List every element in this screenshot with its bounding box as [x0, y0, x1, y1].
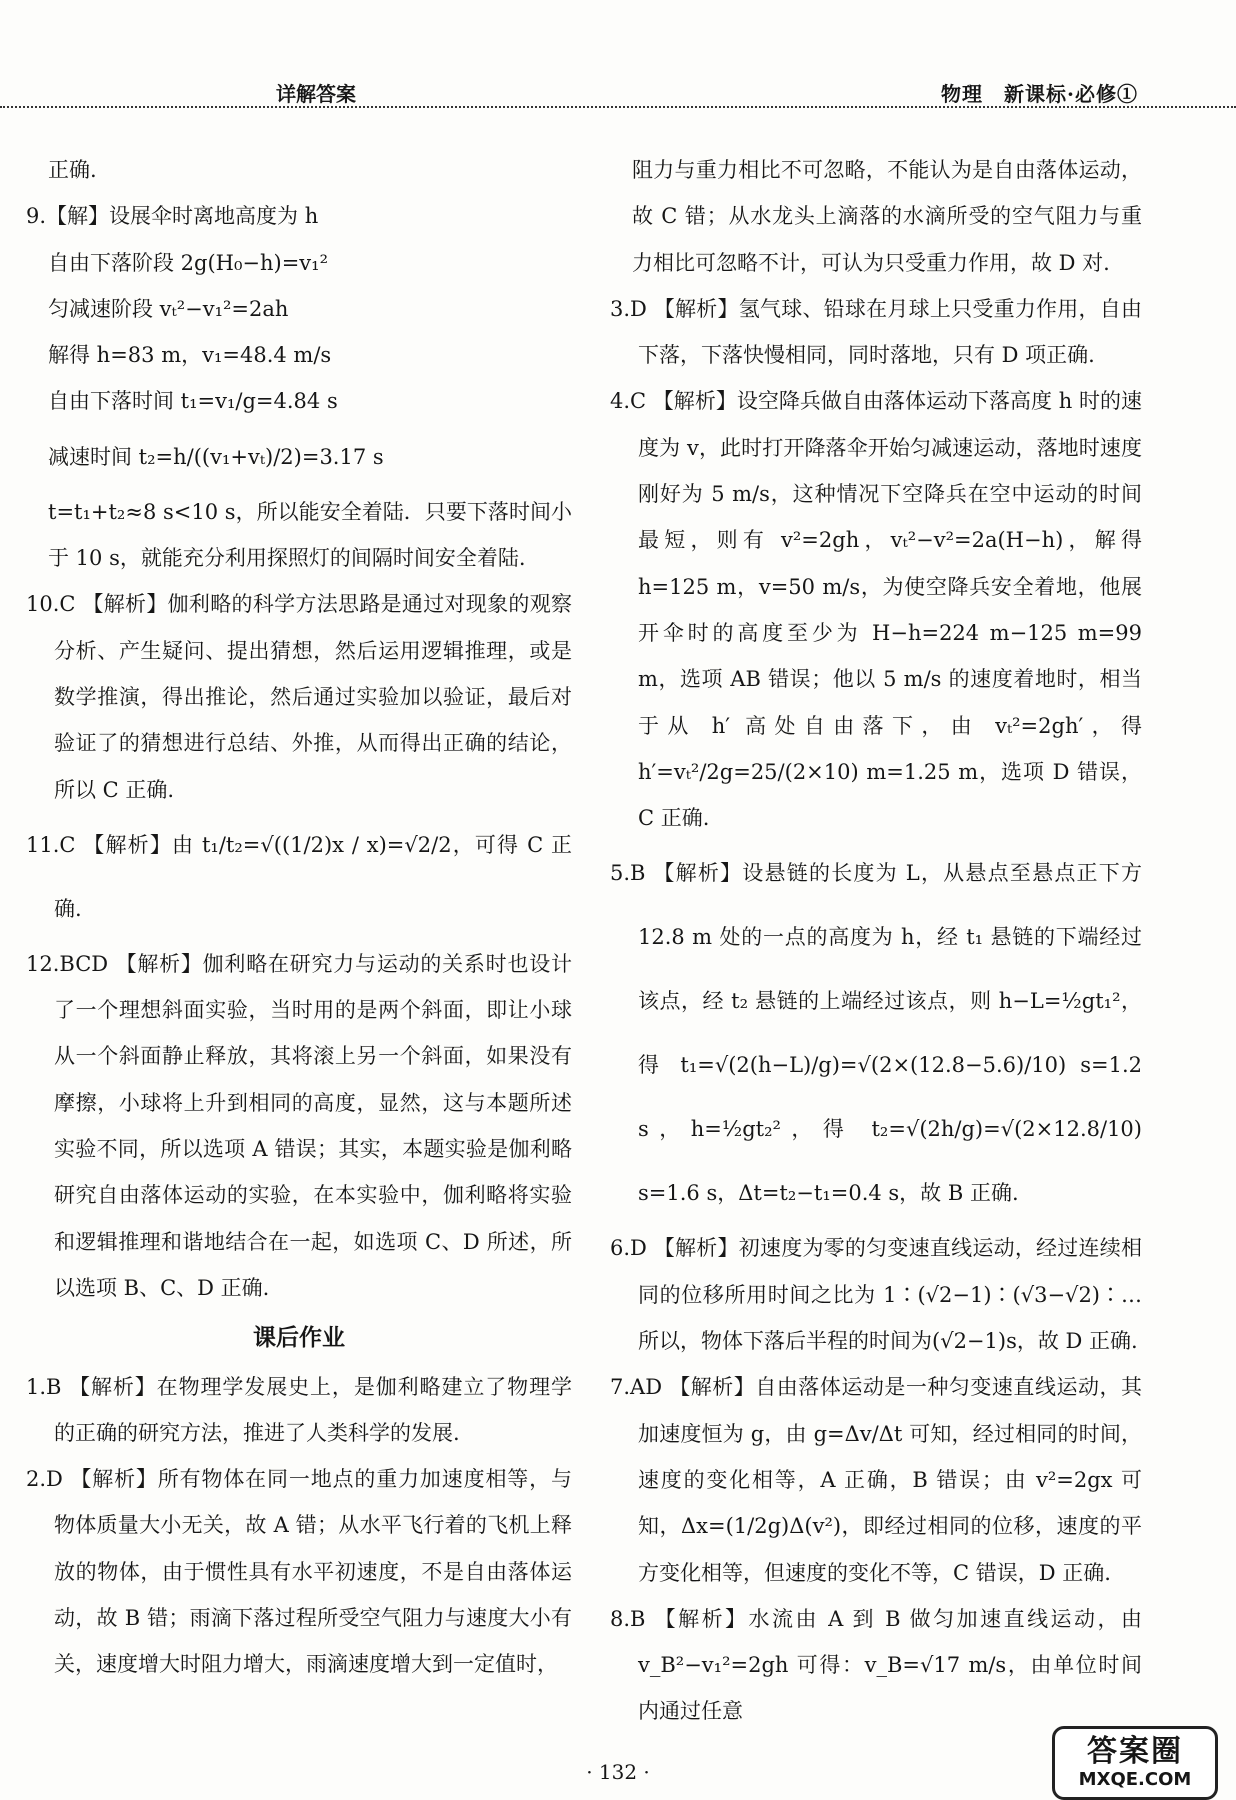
homework-answer-6: 6.D 【解析】初速度为零的匀变速直线运动，经过连续相同的位移所用时间之比为 1∶(√2−1)∶(√3−√2)∶…所以，物体下落后半程的时间为(√2−1)s，故 D 正确.: [610, 1236, 1142, 1354]
homework-answer-5: 5.B 【解析】设悬链的长度为 L，从悬点至悬点正下方 12.8 m 处的一点的高度为 h，经 t₁ 悬链的下端经过该点，经 t₂ 悬链的上端经过该点，则 h−L=½gt₁²，得 t₁=√(2(h−L)/g)=√(2×(12.8−5.6)/10) s=1.2 s，h=½gt₂²，得 t₂=√(2h/g)=√(2×12.8/10) s=1.6 s，Δt=t₂−t₁=0.4 s，故 B 正确.: [610, 861, 1142, 1206]
answer-9-time-free-fall: 自由下落时间 t₁=v₁/g=4.84 s: [48, 389, 338, 414]
answer-10: 10.C 【解析】伽利略的科学方法思路是通过对现象的观察分析、产生疑问、提出猜想，然后运用逻辑推理，或是数学推演，得出推论，然后通过实验加以验证，最后对验证了的猜想进行总结、外推，从而得出正确的结论，所以 C 正确.: [26, 592, 572, 802]
homework-answer-7: 7.AD 【解析】自由落体运动是一种匀变速直线运动，其加速度恒为 g，由 g=Δv/Δt 可知，经过相同的时间，速度的变化相等，A 正确，B 错误；由 v²=2gx 可知，Δx=(1/2g)Δ(v²)，即经过相同的位移，速度的平方变化相等，但速度的变化不等，C 错误，D 正确.: [610, 1375, 1142, 1585]
page-number: · 132 ·: [586, 1760, 650, 1784]
answer-12: 12.BCD 【解析】伽利略在研究力与运动的关系时也设计了一个理想斜面实验，当时用的是两个斜面，即让小球从一个斜面静止释放，其将滚上另一个斜面，如果没有摩擦，小球将上升到相同的高度，显然，这与本题所述实验不同，所以选项 A 错误；其实，本题实验是伽利略研究自由落体运动的实验，在本实验中，伽利略将实验和逻辑推理和谐地结合在一起，如选项 C、D 所述，所以选项 B、C、D 正确.: [26, 951, 572, 1300]
homework-answer-4: 4.C 【解析】设空降兵做自由落体运动下落高度 h 时的速度为 v，此时打开降落伞开始匀减速运动，落地时速度刚好为 5 m/s，这种情况下空降兵在空中运动的时间最短，则有 v²=2gh，vₜ²−v²=2a(H−h)，解得 h=125 m，v=50 m/s，为使空降兵安全着地，他展开伞时的高度至少为 H−h=224 m−125 m=99 m，选项 AB 错误；他以 5 m/s 的速度着地时，相当于从 h′ 高处自由落下，由 vₜ²=2gh′，得 h′=vₜ²/2g=25/(2×10) m=1.25 m，选项 D 错误，C 正确.: [610, 389, 1142, 831]
homework-answer-1: 1.B 【解析】在物理学发展史上，是伽利略建立了物理学的正确的研究方法，推进了人类科学的发展.: [26, 1374, 572, 1445]
left-column: [26, 147, 572, 1688]
homework-answer-2: 2.D 【解析】所有物体在同一地点的重力加速度相等，与物体质量大小无关，故 A 错；从水平飞行着的飞机上释放的物体，由于惯性具有水平初速度，不是自由落体运动，故 B 错；雨滴下落过程所受空气阻力与速度大小有关，速度增大时阻力增大，雨滴速度增大到一定值时，: [26, 1467, 572, 1677]
answer-9-result: 解得 h=83 m，v₁=48.4 m/s: [48, 343, 332, 368]
answer-11: 11.C 【解析】由 t₁/t₂=√((1/2)x / x)=√2/2，可得 C 正确.: [26, 832, 572, 921]
right-column: [610, 147, 1142, 1735]
answer-9-equation-decel: 匀减速阶段 vₜ²−v₁²=2ah: [48, 296, 289, 321]
page-header: [0, 0, 1236, 112]
answer-9-heading: 9.【解】设展伞时离地高度为 h: [26, 204, 319, 229]
homework-answer-2-continued: 阻力与重力相比不可忽略，不能认为是自由落体运动，故 C 错；从水龙头上滴落的水滴所受的空气阻力与重力相比可忽略不计，可认为只受重力作用，故 D 对.: [632, 158, 1142, 275]
answer-9-time-decel: 减速时间 t₂=h/((v₁+vₜ)/2)=3.17 s: [48, 444, 384, 469]
paragraph-continuation: 正确.: [48, 158, 97, 182]
answer-9-equation-free-fall: 自由下落阶段 2g(H₀−h)=v₁²: [48, 250, 329, 275]
header-right-title: 物理 新课标·必修①: [941, 82, 1138, 106]
answer-9-conclusion: t=t₁+t₂≈8 s<10 s，所以能安全着陆．只要下落时间小于 10 s，就能充分利用探照灯的间隔时间安全着陆.: [48, 499, 572, 571]
section-title-homework: 课后作业: [253, 1324, 345, 1352]
header-dotted-rule: [0, 106, 1236, 108]
header-left-title: 详解答案: [276, 82, 356, 106]
watermark-text-top: 答案圈: [1087, 1734, 1183, 1769]
homework-answer-8: 8.B 【解析】水流由 A 到 B 做匀加速直线运动，由 v_B²−v₁²=2gh 可得：v_B=√17 m/s，由单位时间内通过任意: [610, 1606, 1142, 1724]
watermark-text-bottom: MXQE.COM: [1078, 1769, 1192, 1790]
site-watermark-logo: [1052, 1726, 1218, 1800]
homework-answer-3: 3.D 【解析】氢气球、铅球在月球上只受重力作用，自由下落，下落快慢相同，同时落地，只有 D 项正确.: [610, 296, 1142, 368]
